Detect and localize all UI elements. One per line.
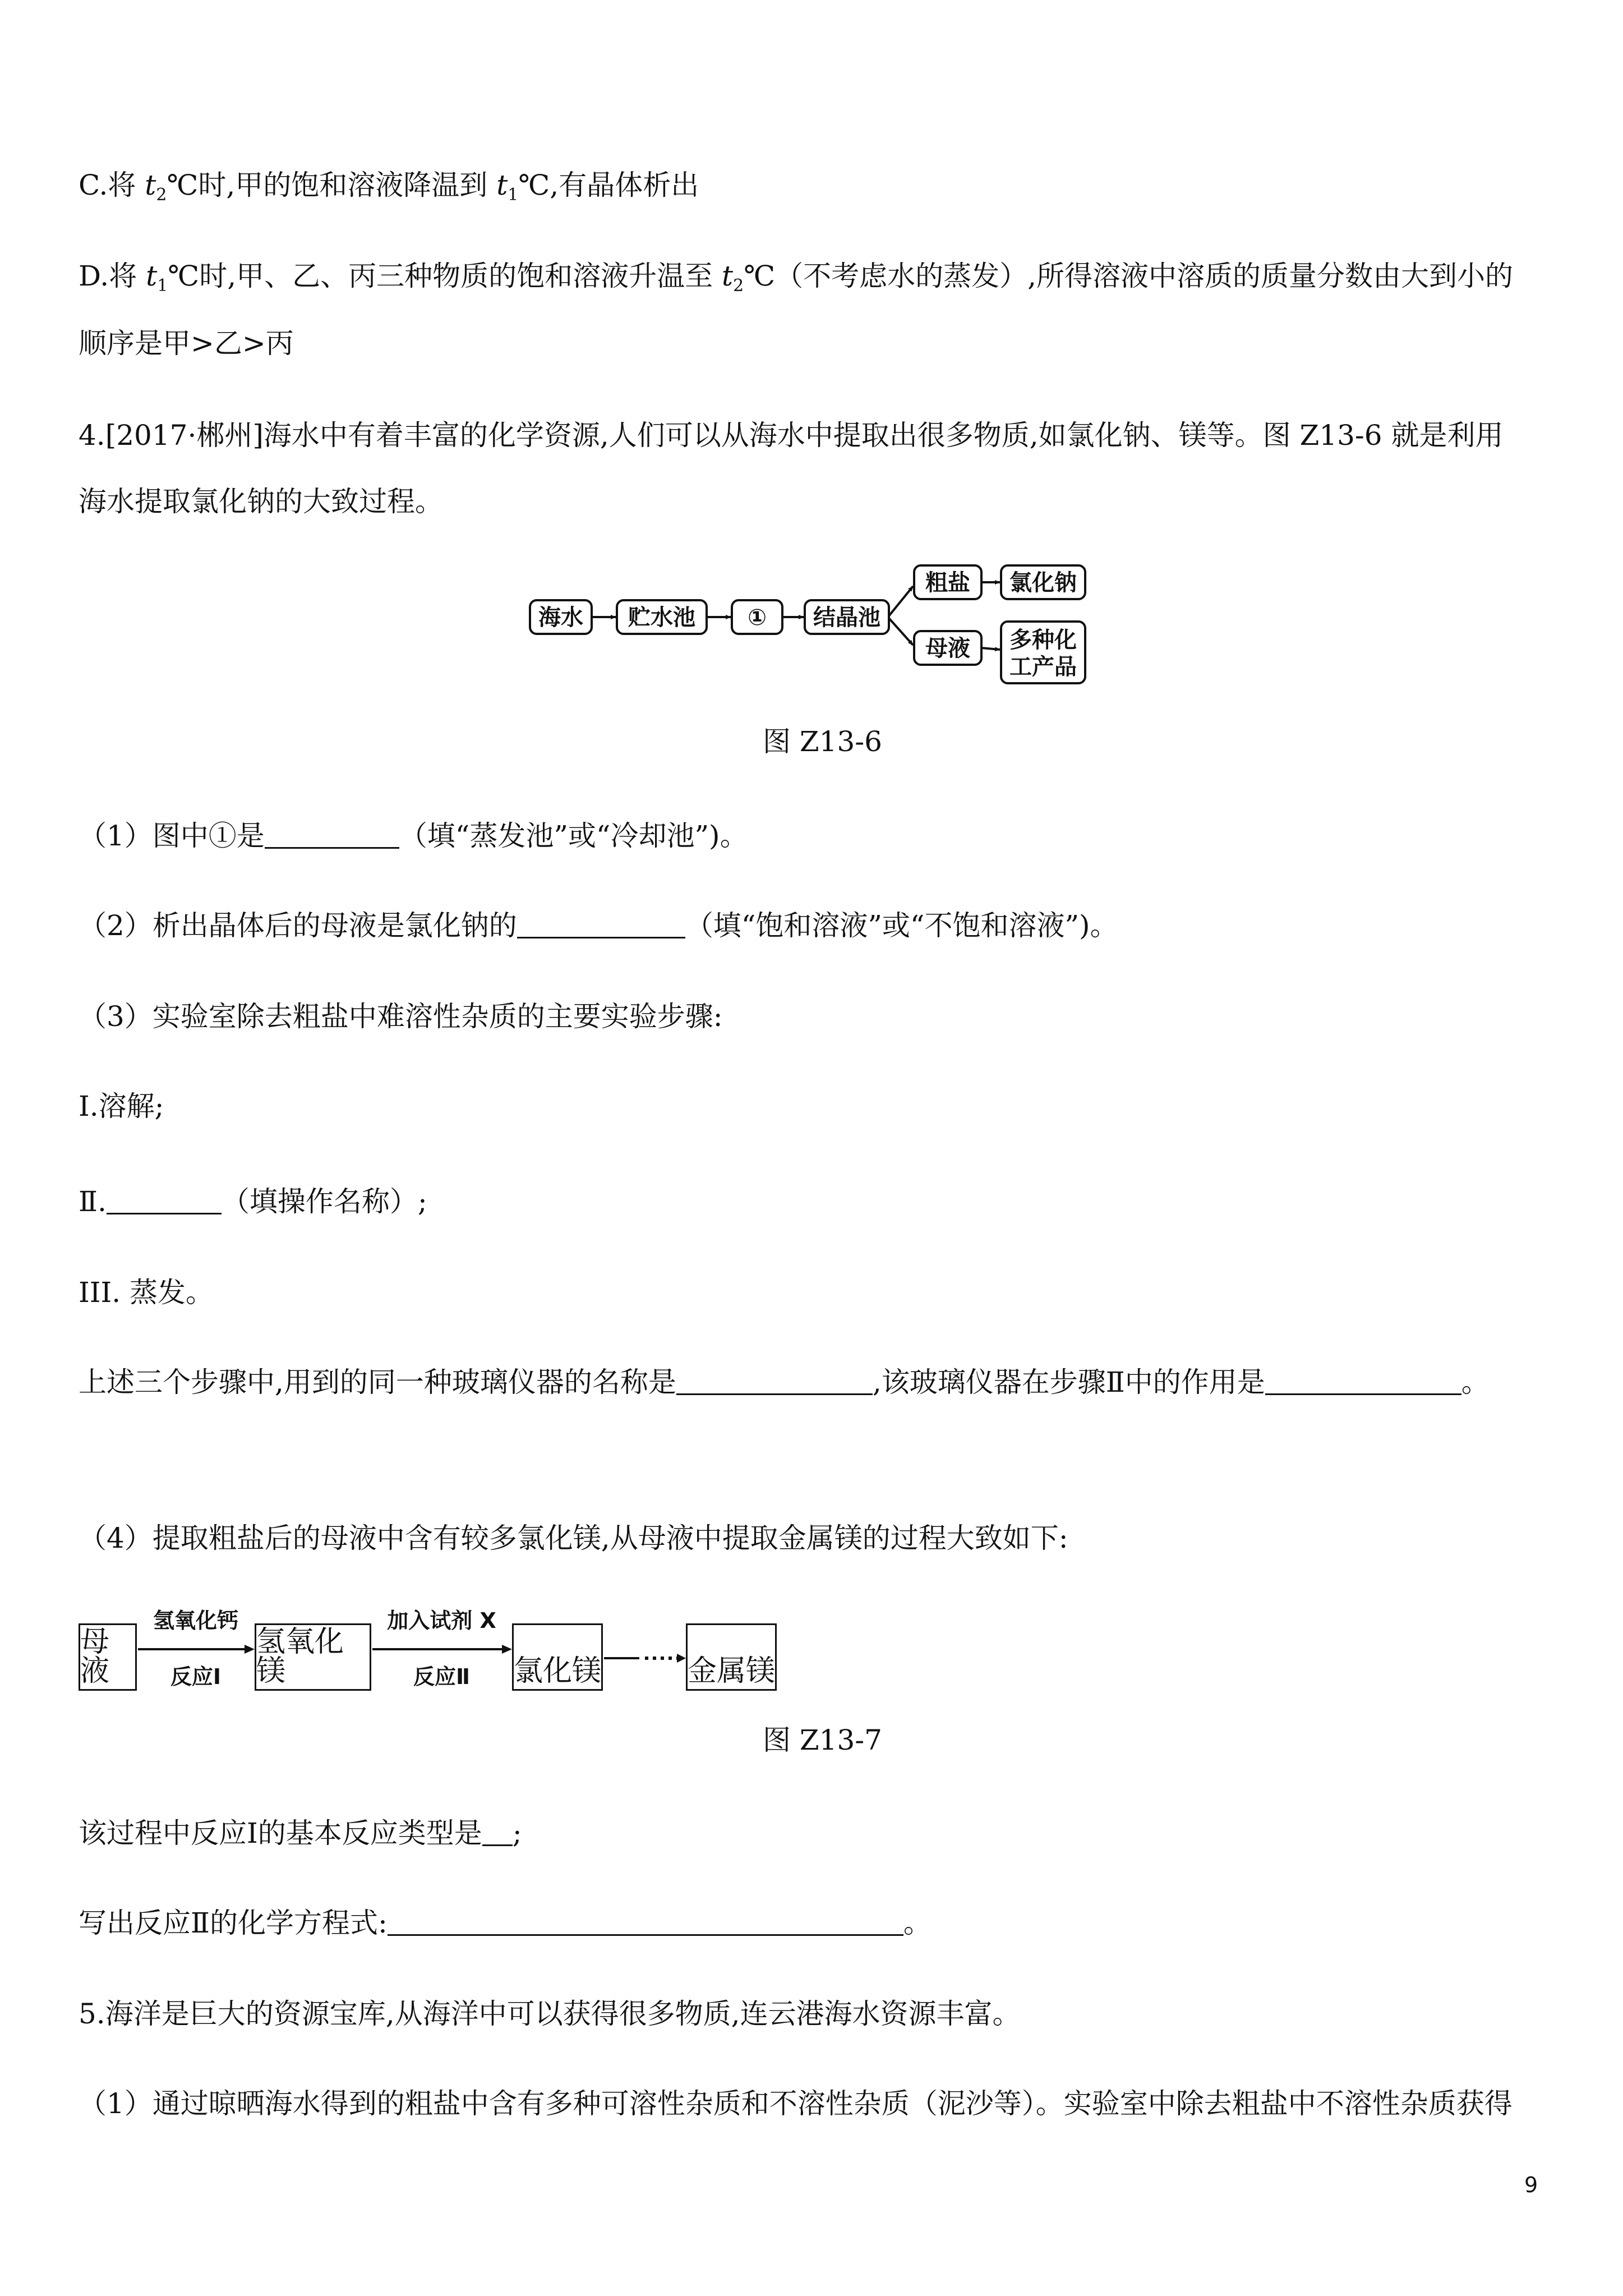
question-4-sub1: （1）图中①是 （填“蒸发池”或“冷却池”)。 <box>79 820 748 852</box>
step-1: Ⅰ.溶解; <box>79 1090 164 1122</box>
node-crystal-pond: 结晶池 <box>813 605 880 631</box>
page-number: 9 <box>1524 2173 1538 2197</box>
node-reservoir: 贮水池 <box>628 605 695 631</box>
question-4-line2: 海水提取氯化钠的大致过程。 <box>79 485 443 518</box>
arrow1-bottom-label: 反应Ⅰ <box>170 1664 222 1689</box>
answer-blank-2[interactable] <box>517 912 685 938</box>
answer-blank-4[interactable] <box>676 1369 873 1395</box>
node-seawater: 海水 <box>538 605 583 631</box>
node-products-line1: 多种化 <box>1009 627 1077 653</box>
figure-caption-z13-7: 图 Z13-7 <box>763 1724 882 1756</box>
question-5-line1: 5.海洋是巨大的资源宝库,从海洋中可以获得很多物质,连云港海水资源丰富。 <box>79 1998 1021 2030</box>
node-mother-liquor: 母液 <box>925 636 970 661</box>
flowchart-z13-7-arrows <box>79 1603 785 1693</box>
box-mg-hydroxide: 氢氧化镁 <box>255 1623 371 1691</box>
node-products-line2: 工产品 <box>1009 654 1077 680</box>
arrow2-top-label: 加入试剂 X <box>387 1608 496 1633</box>
node-crude-salt: 粗盐 <box>925 570 970 596</box>
answer-blank-3[interactable] <box>107 1188 222 1214</box>
node-unknown: ① <box>748 605 767 631</box>
question-4-line1: 4.[2017·郴州]海水中有着丰富的化学资源,人们可以从海水中提取出很多物质,如氯化钠、镁等。图 Z13-6 就是利用 <box>79 419 1504 452</box>
answer-blank-7[interactable] <box>388 1910 903 1936</box>
question-4-reaction1: 该过程中反应Ⅰ的基本反应类型是 ; <box>79 1817 522 1849</box>
question-4-glassware: 上述三个步骤中,用到的同一种玻璃仪器的名称是 ,该玻璃仪器在步骤Ⅱ中的作用是 。 <box>79 1366 1490 1398</box>
answer-blank-1[interactable] <box>265 822 399 849</box>
option-d: D.将 $t_1℃$时,甲、乙、丙三种物质的饱和溶液升温至 $t_2℃$（不考虑水的蒸发）,所得溶液中溶质的质量分数由大到小的 <box>79 260 1514 296</box>
step-2: Ⅱ. （填操作名称）; <box>79 1185 427 1218</box>
flowchart-z13-7 <box>79 1603 785 1693</box>
question-4-sub4: （4）提取粗盐后的母液中含有较多氯化镁,从母液中提取金属镁的过程大致如下: <box>79 1522 1068 1554</box>
box-mg-metal: 金属镁 <box>686 1623 777 1691</box>
question-5-sub1: （1）通过晾晒海水得到的粗盐中含有多种可溶性杂质和不溶性杂质（泥沙等）。实验室中除去粗盐中不溶性杂质获得 <box>79 2087 1513 2120</box>
question-4-sub3: （3）实验室除去粗盐中难溶性杂质的主要实验步骤: <box>79 1000 723 1033</box>
box-mg-chloride: 氯化镁 <box>512 1623 603 1691</box>
arrow1-top-label: 氢氧化钙 <box>153 1608 238 1633</box>
node-sodium-chloride: 氯化钠 <box>1009 570 1077 596</box>
step-3: III. 蒸发。 <box>79 1276 214 1309</box>
answer-blank-6[interactable] <box>482 1820 513 1846</box>
option-c: C.将 $t_2℃$时,甲的饱和溶液降温到 $t_1℃$,有晶体析出 <box>79 169 699 205</box>
answer-blank-5[interactable] <box>1265 1369 1461 1395</box>
option-d-line2: 顺序是甲>乙>丙 <box>79 327 294 360</box>
figure-caption-z13-6: 图 Z13-6 <box>763 725 882 758</box>
question-4-reaction2: 写出反应Ⅱ的化学方程式: 。 <box>79 1907 932 1939</box>
question-4-sub2: （2）析出晶体后的母液是氯化钠的 （填“饱和溶液”或“不饱和溶液”)。 <box>79 909 1118 942</box>
box-mother-liquor: 母液 <box>79 1623 137 1691</box>
arrow2-bottom-label: 反应Ⅱ <box>413 1664 471 1689</box>
flowchart-z13-6 <box>522 555 1116 690</box>
